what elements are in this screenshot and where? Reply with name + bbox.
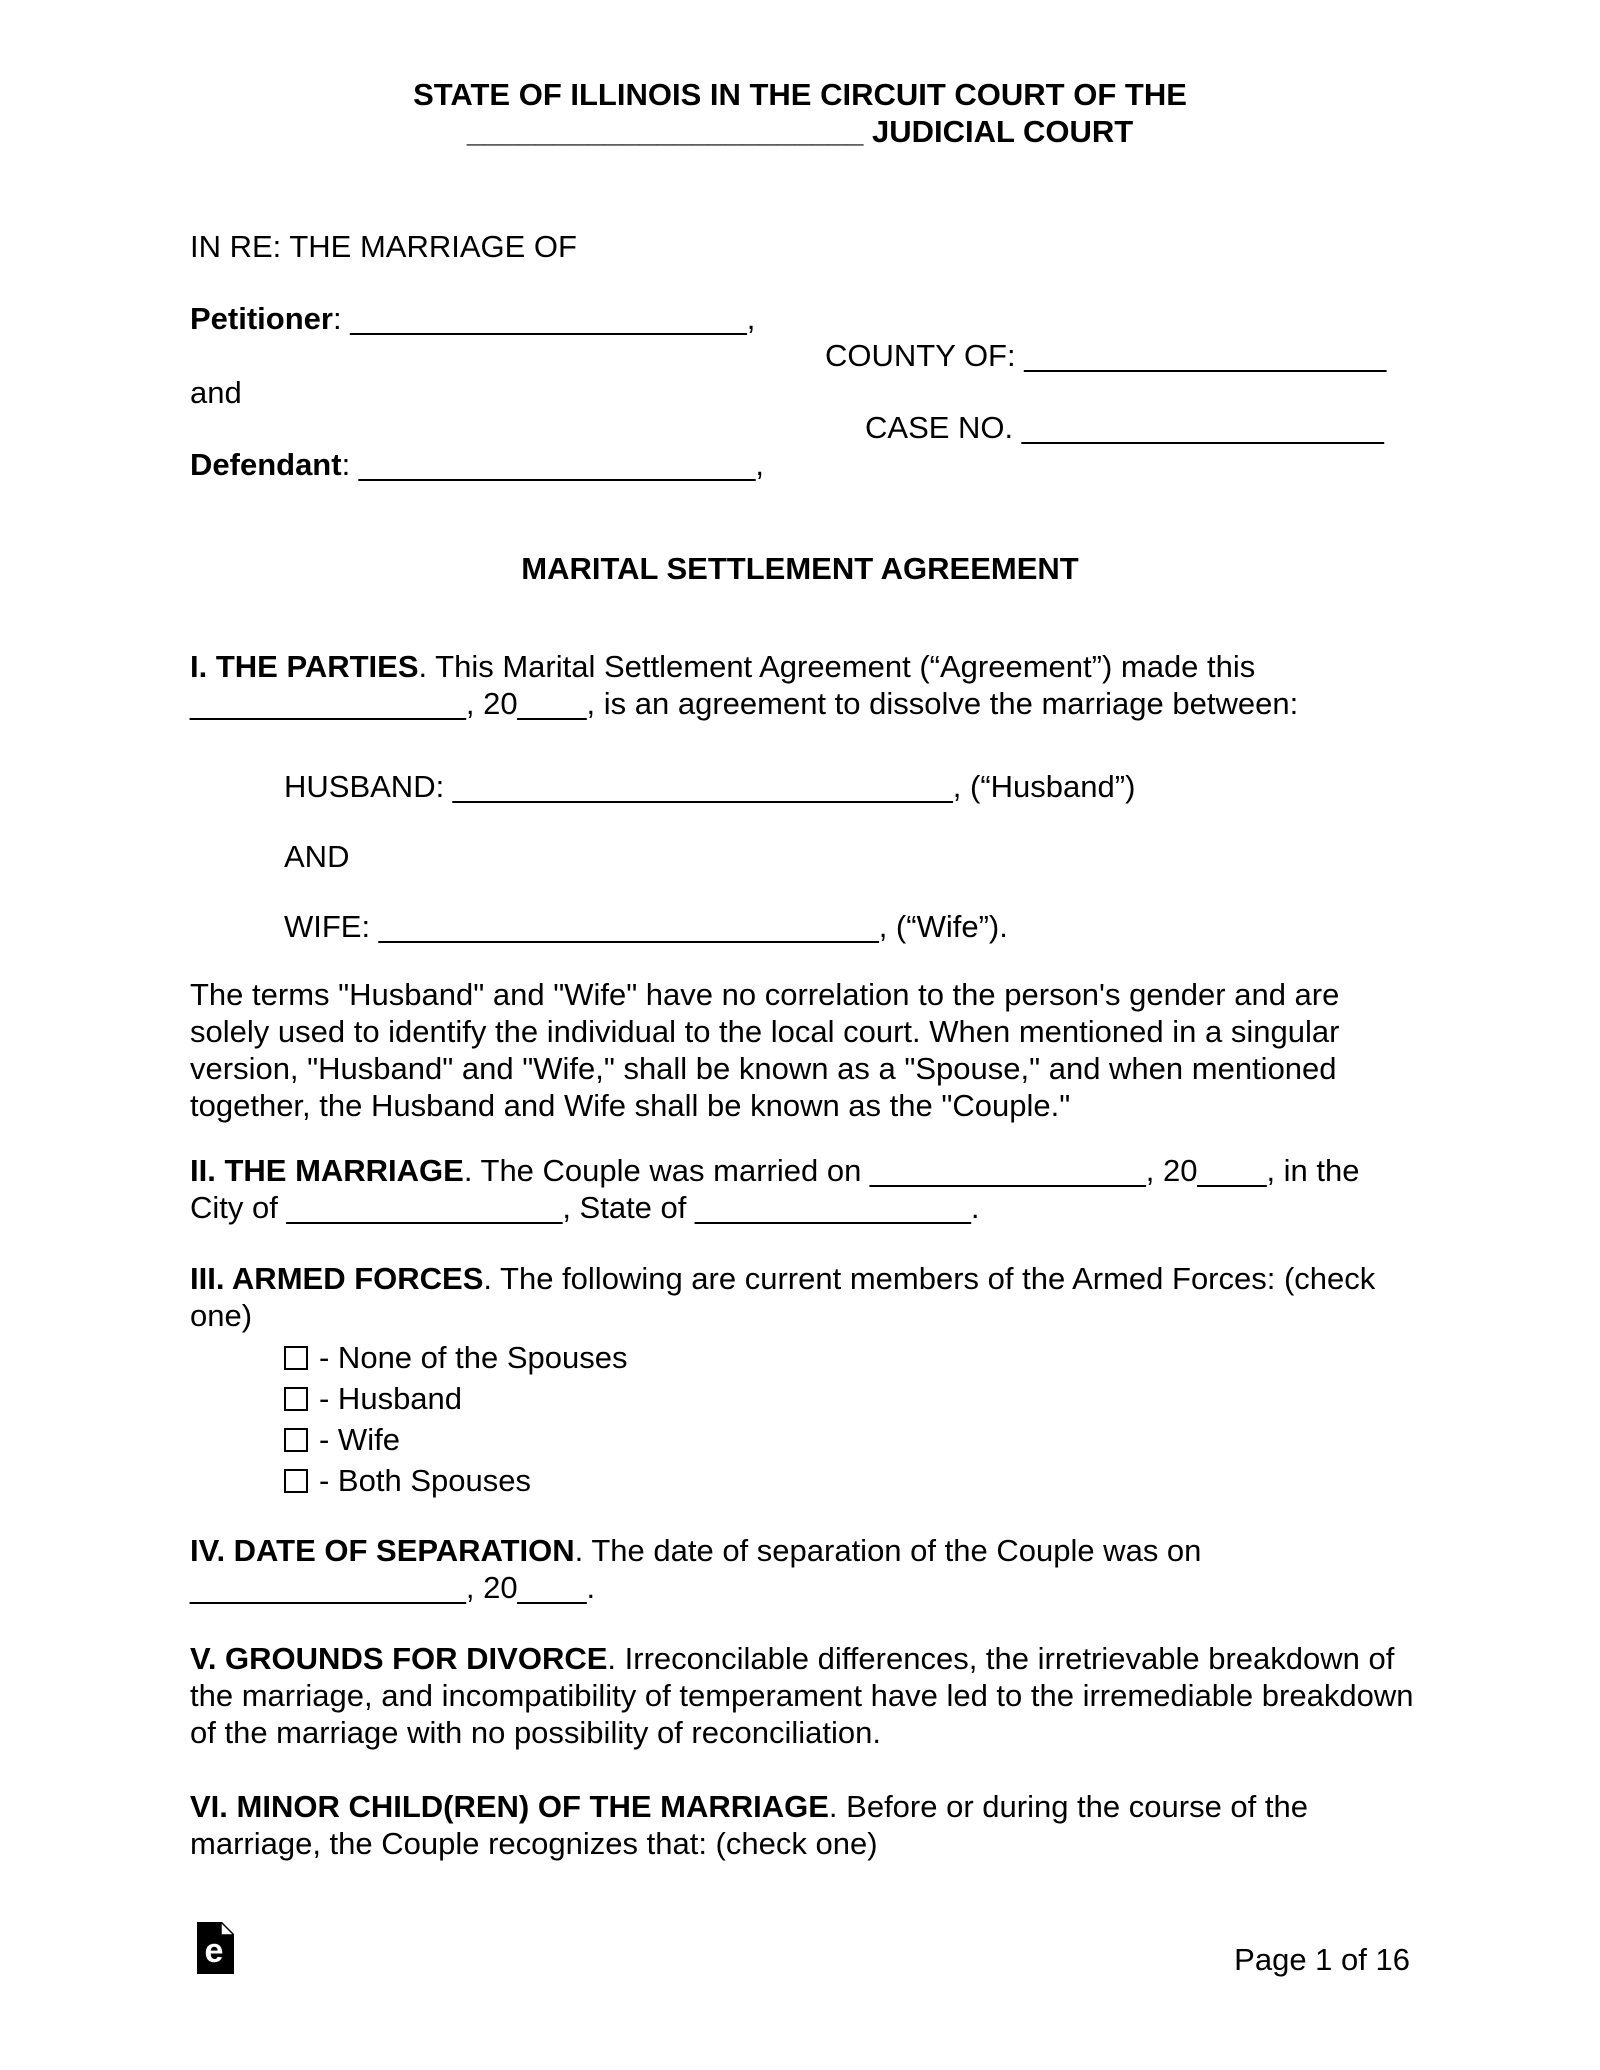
section-iii-armed-forces (190, 1260, 1418, 1334)
section-i-parties (190, 648, 1418, 722)
eforms-logo-letter: e (204, 1932, 224, 1970)
defendant-line (190, 446, 764, 483)
page-number: Page 1 of 16 (1234, 1942, 1410, 1977)
wife-line: WIFE: _____________________________, (“Wife”). (284, 909, 1008, 944)
checkbox-icon[interactable] (284, 1469, 308, 1493)
section-iv-separation (190, 1532, 1418, 1606)
court-header-line1: STATE OF ILLINOIS IN THE CIRCUIT COURT OF THE (413, 77, 1187, 112)
armed-forces-option-label: - Husband (319, 1381, 463, 1416)
section-v-text: . Irreconcilable differences, the irretrievable breakdown of the marriage, and incompatibility of temperament have led to the irremediable breakdown of the marriage with no possibility of reconciliation. (190, 1641, 1414, 1750)
and-connector: and (190, 375, 242, 410)
in-re-line: IN RE: THE MARRIAGE OF (190, 229, 577, 264)
defendant-label: Defendant (190, 447, 342, 482)
checkbox-icon[interactable] (284, 1387, 308, 1411)
petitioner-line (190, 300, 755, 337)
section-v-heading: V. GROUNDS FOR DIVORCE (190, 1641, 608, 1676)
armed-forces-option-wife (284, 1419, 400, 1460)
defendant-blank-field: : _______________________, (341, 447, 764, 482)
checkbox-icon[interactable] (284, 1428, 308, 1452)
court-header (190, 76, 1410, 150)
case-no-line: CASE NO. _____________________ (865, 410, 1384, 445)
section-vi-children (190, 1788, 1418, 1862)
petitioner-label: Petitioner (190, 301, 333, 336)
and-separator: AND (284, 839, 350, 874)
section-vi-heading: VI. MINOR CHILD(REN) OF THE MARRIAGE (190, 1789, 829, 1824)
armed-forces-option-label: - None of the Spouses (319, 1340, 628, 1375)
section-vi-text: . Before or during the course of the marriage, the Couple recognizes that: (check one) (190, 1789, 1308, 1861)
armed-forces-option-both (284, 1460, 531, 1501)
armed-forces-option-husband (284, 1378, 462, 1419)
document-title: MARITAL SETTLEMENT AGREEMENT (521, 551, 1079, 586)
section-iii-heading: III. ARMED FORCES (190, 1261, 484, 1296)
section-v-grounds (190, 1640, 1418, 1751)
section-iii-text: . The following are current members of the Armed Forces: (check one) (190, 1261, 1376, 1333)
section-ii-marriage (190, 1152, 1418, 1226)
section-ii-heading: II. THE MARRIAGE (190, 1153, 464, 1188)
armed-forces-option-none (284, 1337, 627, 1378)
armed-forces-option-label: - Wife (319, 1422, 400, 1457)
petitioner-blank-field: : _______________________, (332, 301, 756, 336)
checkbox-icon[interactable] (284, 1346, 308, 1370)
court-header-line2-judicial-court: _______________________ JUDICIAL COURT (466, 114, 1134, 149)
section-iv-text: . The date of separation of the Couple was on ________________, 20____. (190, 1533, 1202, 1605)
terms-paragraph: The terms "Husband" and "Wife" have no correlation to the person's gender and are solely used to identify the individual to the local court. When mentioned in a singular version, "Husband" and "Wife," shall be known as a "Spouse," and when mentioned together, the Husband and Wife shall be known as the "Couple." (190, 977, 1340, 1123)
section-ii-text: . The Couple was married on ________________, 20____, in the City of ________________, State of ________________. (190, 1153, 1360, 1225)
county-of-line: COUNTY OF: _____________________ (825, 338, 1387, 373)
armed-forces-option-label: - Both Spouses (319, 1463, 531, 1498)
section-i-text: . This Marital Settlement Agreement (“Agreement”) made this ________________, 20____, is an agreement to dissolve the marriage between: (190, 649, 1299, 721)
section-i-heading: I. THE PARTIES (190, 649, 419, 684)
husband-line: HUSBAND: _____________________________, (“Husband”) (284, 769, 1136, 804)
section-iv-heading: IV. DATE OF SEPARATION (190, 1533, 575, 1568)
